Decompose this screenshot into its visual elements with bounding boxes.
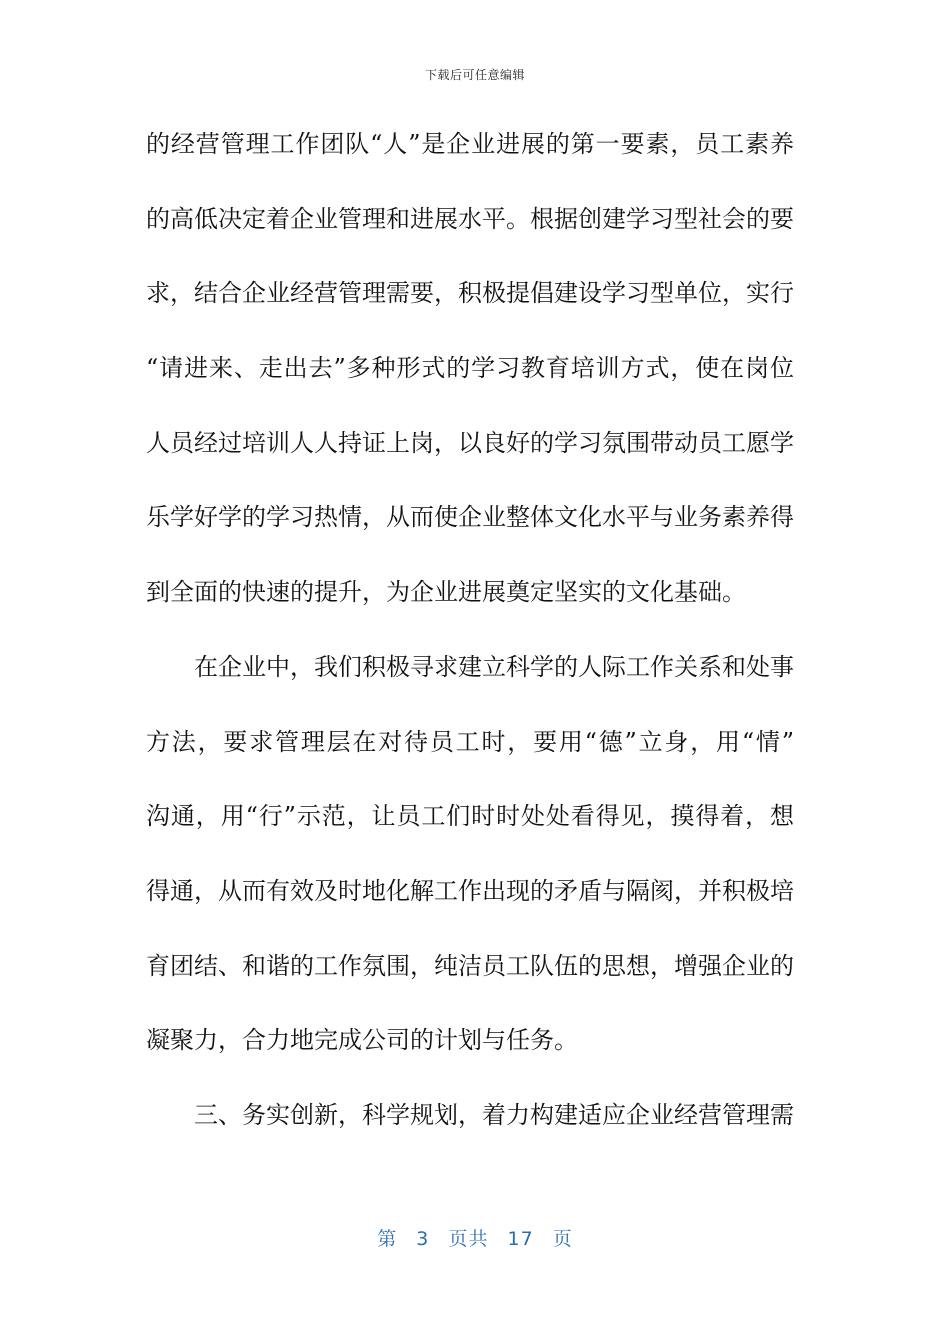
paragraph-1-line-4: “请进来、走出去”多种形式的学习教育培训方式，使在岗位 [146, 354, 794, 383]
paragraph-1-line-6: 乐学好学的学习热情，从而使企业整体文化水平与业务素养得 [146, 503, 794, 532]
paragraph-2-line-4: 得通，从而有效及时地化解工作出现的矛盾与隔阂，并积极培 [146, 876, 794, 905]
footer-prefix: 第 [377, 1228, 398, 1250]
paragraph-2-line-5: 育团结、和谐的工作氛围，纯洁员工队伍的思想，增强企业的 [146, 951, 794, 980]
paragraph-1-line-3: 求，结合企业经营管理需要，积极提倡建设学习型单位，实行 [146, 279, 794, 308]
footer-middle: 页共 [448, 1228, 489, 1250]
footer-page-number: 3 [416, 1228, 430, 1250]
document-body [146, 118, 794, 1164]
footer-suffix: 页 [552, 1228, 573, 1250]
paragraph-2-line-1: 在企业中，我们积极寻求建立科学的人际工作关系和处事 [194, 652, 794, 681]
page-header-note: 下载后可任意编辑 [424, 68, 525, 82]
paragraph-2-line-2: 方法，要求管理层在对待员工时，要用“德”立身，用“情” [146, 727, 794, 756]
paragraph-1-line-1: 的经营管理工作团队“人”是企业进展的第一要素，员工素养 [146, 130, 794, 158]
paragraph-1-line-5: 人员经过培训人人持证上岗，以良好的学习氛围带动员工愿学 [146, 428, 794, 457]
paragraph-2-line-6: 凝聚力，合力地完成公司的计划与任务。 [146, 1026, 578, 1055]
page-footer [0, 1224, 950, 1251]
footer-total-pages: 17 [507, 1228, 534, 1250]
paragraph-1-line-2: 的高低决定着企业管理和进展水平。根据创建学习型社会的要 [146, 204, 794, 233]
paragraph-1-line-7: 到全面的快速的提升，为企业进展奠定坚实的文化基础。 [146, 578, 746, 607]
paragraph-2-line-3: 沟通，用“行”示范，让员工们时时处处看得见，摸得着，想 [146, 802, 794, 831]
section-heading-line-1: 三、务实创新，科学规划，着力构建适应企业经营管理需 [194, 1100, 794, 1129]
